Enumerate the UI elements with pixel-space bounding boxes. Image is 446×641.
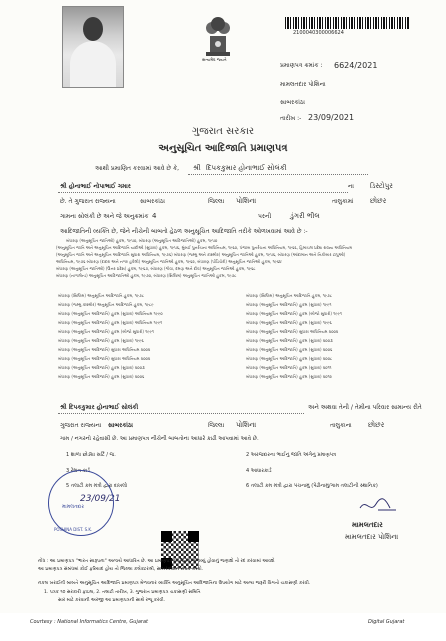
- order-left: બંધારણ (અનુસૂચિત આદિજાતિ) હુકમ (સુધારા) ૧૯૯૬: [58, 338, 144, 343]
- serial-line: ગામના સોલંકી છે અને જે અનુક્રમાંક: [60, 213, 149, 220]
- cert-no: 6624/2021: [334, 61, 378, 70]
- order-right: બંધારણ (અનુસૂચિત આદિજાતિ) હુકમ (સુધારા) ૧૯૯૬: [246, 320, 332, 325]
- note-line: નોંધ : આ પ્રમાણપત્ર "ભારત સ્વરૂપના" અન્વયે આધારિત છે. આ પ્રમાણપત્ર ગેરરીતિથી મેળવ્યું હોવાનું જણાશે તો રદ કરવામાં આવશે: [38, 559, 275, 564]
- applicant-name: દિપકકુમાર હોનાભાઈ સોલંકી: [206, 164, 287, 172]
- stamp-top-text: મામલતદાર: [62, 504, 84, 510]
- fine-print-line: બંધારણ (અનુસૂચિત જાતિઓ) (ઉત્તર પ્રદેશ) હુકમ, ૧૯૬૭, બંધારણ (ગોવા, દમણ અને દીવ) અનુસૂચિત જાતિઓ હુકમ, ૧૯૬૮: [56, 266, 256, 271]
- barcode: [285, 17, 409, 29]
- village-label: ના: [348, 183, 354, 190]
- applicant-prefix: શ્રી: [193, 164, 201, 172]
- district-name: સાબરકાંઠા: [140, 198, 165, 205]
- tribe-label: પરની: [258, 213, 272, 220]
- taluka-label: તાલુકામાં: [332, 198, 354, 205]
- village-name: ડિસ્ટોપુર: [370, 182, 393, 190]
- order-left: બંધારણ (અનુસૂચિત આદિજાતિ) હુકમ (સુધારા) ૨૦૦૬: [58, 374, 145, 379]
- signature-mark: [356, 496, 400, 516]
- certify-intro: આથી પ્રમાણિત કરવામાં આવે છે કે,: [95, 165, 180, 172]
- issue-date: 23/09/2021: [308, 113, 355, 122]
- order-right: બંધારણ (અનુસૂચિત આદિજાતિ) હુકમ (બીજો સુધારો) ૧૯૯૧: [246, 311, 342, 316]
- order-left: બંધારણ (અનુસૂચિત આદિજાતિ) હુકમ (બીજો સુધારો) ૧૯૯૧: [58, 329, 154, 334]
- serial-no: 4: [152, 212, 157, 220]
- state-label: છે. તે ગુજરાત રાજ્યના: [60, 198, 116, 205]
- certificate-title: અનુસૂચિત આદિજાતિ પ્રમાણપત્ર: [158, 143, 288, 154]
- order-right: બંધારણ (અનુસૂચિત આદિજાતિ) હુકમ (સુધારા) ૨૦૧૧: [246, 365, 332, 370]
- order-right: બંધારણ (અનુસૂચિત આદિજાતિ) હુકમ (સુધારા) ૨૦૦૮: [246, 356, 333, 361]
- second-name: શ્રી દિપકકુમાર હોનાભાઈ સોલંકી: [60, 404, 139, 411]
- fine-print-line: બંધારણ (અનુસૂચિત જાતિઓ) હુકમ, ૧૯૫૦, બંધારણ (અનુસૂચિત આદિજાતિઓ) હુકમ, ૧૯૫૦: [66, 238, 218, 243]
- footer-courtesy: Courtesy : National Informatics Centre, Gujarat: [30, 619, 148, 625]
- handwritten-date: 23/09/21: [80, 494, 121, 504]
- district-value: પોશિના: [236, 197, 257, 205]
- signatory-place: મામલતદાર પોશિના: [345, 533, 399, 541]
- issuer-line2: સાબરકાંઠા: [280, 99, 305, 106]
- family-text: અને અથવા તેની / તેમીના પરિવાર સામાન્ય રીતે: [308, 404, 422, 411]
- fine-print-line: અધિનિયમ, ૧૯૭૬ બંધારણ (દાદરા અને નગર હવેલી) અનુસૂચિત જાતિઓ હુકમ, ૧૯૬૨, બંધારણ (પોંડિચેરી) અનુસૂચિત જાતિઓ હુકમ, ૧૯૬૪: [56, 259, 282, 264]
- doc-item: 2 અરજદારના ભાઈનું જાતિ અંગેનું પ્રમાણપત્ર: [246, 452, 337, 458]
- res-district-label: જિલ્લા: [208, 422, 225, 429]
- res-state: ગુજરાત રાજ્યના: [60, 422, 102, 429]
- note-line: 1. પત્રક ૧૦ સરકારી ફાઇલ, 2. તલાટી તારીખ, 3. ગુજરાત પ્રમાણપત્ર ચકાસણી સમિતિ: [44, 590, 201, 595]
- district-label: જિલ્લા: [208, 198, 225, 205]
- res-district-name: સાબરકાંઠા: [108, 422, 133, 429]
- res-taluka-value: છોછર: [368, 421, 385, 429]
- order-right: બંધારણ (અનુસૂચિત આદિજાતિ) સુધારા અધિનિયમ ૨૦૦૨: [246, 329, 339, 334]
- res-taluka-label: તાલુકાના: [330, 422, 352, 429]
- date-label: તારીખ :-: [280, 115, 302, 122]
- order-right: બંધારણ (અનુસૂચિત આદિજાતિ) હુકમ (સુધારા) ૨૦૦૩: [246, 338, 333, 343]
- order-left: બંધારણ (અનુસૂચિત આદિજાતિ) હુકમ (સુધારા) અધિનિયમ ૧૯૯૦: [58, 311, 163, 316]
- tribe-text: આદિજાતિની વ્યક્તિ છે, જેને નીચેની બાબતો હેઠળ અનુસૂચિત આદિજાતિ તરીકે ઓળખવામાં આવે છે :-: [60, 228, 308, 235]
- order-right: બંધારણ (સિક્કિમ) અનુસૂચિત આદિજાતિ હુકમ, ૧૯૭૮: [246, 293, 333, 298]
- order-right: બંધારણ (અનુસૂચિત આદિજાતિ) હુકમ (સુધારા) ૧૯૯૧: [246, 302, 332, 307]
- note-line: આ પ્રમાણપત્ર સંબંધમાં કોઈ ફરિયાદ હોય તો જિલ્લા કલેક્ટરશ્રી, સાબરકાંઠાને સંપર્ક કરવો.: [38, 567, 204, 572]
- father-name: શ્રી હોનાભાઈ નોપાભાઈ ગમાર: [60, 183, 131, 190]
- order-right: બંધારણ (અનુસૂચિત આદિજાતિ) હુકમ (સુધારા) ૨૦૧૨: [246, 374, 332, 379]
- stamp-middle-text: POSHINA DIST. S.K.: [54, 527, 93, 532]
- order-left: બંધારણ (સિક્કિમ) અનુસૂચિત આદિજાતિ હુકમ, ૧૯૭૮: [58, 293, 145, 298]
- doc-item: 4 આધારકાર્ડ: [246, 468, 272, 474]
- doc-item: 3 રેશન કાર્ડ: [66, 468, 91, 474]
- cert-no-label: પ્રમાણપત્ર ક્રમાંક :: [280, 62, 323, 69]
- doc-item: 6 તલાટી કમ મંત્રી દ્વારા પંચનામું (પેઢીનામું/ગામ તલાટીની સ્થાનિક): [246, 483, 378, 489]
- order-right: બંધારણ (અનુસૂચિત આદિજાતિ) હુકમ (સુધારા) ૨૦૦૬: [246, 347, 333, 352]
- footer: [0, 613, 446, 641]
- fine-print-line: (અનુસૂચિત જાતિ અને અનુસૂચિત આદિજાતિ સુધારા અધિનિયમ, ૧૯૭૬) બંધારણ (જમ્મુ અને કાશ્મીર) અનુસૂચિત જાતિઓ હુકમ, ૧૯૫૬, બંધારણ (આંદામાન અને નિકોબાર ટાપુઓ): [56, 252, 346, 257]
- taluka-value: છોછર: [370, 197, 387, 205]
- footer-digital-gujarat: Digital Gujarat: [368, 619, 405, 625]
- doc-item: 1 શાળા છોડ્યા સર્ટિ / જ.: [66, 452, 116, 458]
- fine-print-line: (અનુસૂચિત જાતિ અને અનુસૂચિત આદિજાતિ યાદીઓ (સુધારા) હુકમ, ૧૯૫૬, મુંબઈ પુનર્રચના અધિનિયમ, ૧૯૬૦, પંજાબ પુનર્રચના અધિનિયમ, ૧૯૬૬, હિમાચલ પ્રદેશ રાજ્ય અધિનિયમ: [56, 245, 353, 250]
- docs-intro: ગામ / નગરનો રહેવાસી છે. આ પ્રમાણપત્ર નીચેની બાબતોના આધારે કાઢી આપવામાં આવે છે.: [60, 436, 259, 442]
- applicant-photo: [62, 6, 124, 88]
- order-left: બંધારણ (અનુસૂચિત આદિજાતિ) સુધારા અધિનિયમ ૨૦૦૨: [58, 347, 151, 352]
- order-left: બંધારણ (અનુસૂચિત આદિજાતિ) હુકમ (સુધારા) અધિનિયમ ૧૯૯૧: [58, 320, 163, 325]
- res-district-value: પોશિના: [236, 421, 257, 429]
- signatory-title: મામલતદાર: [352, 521, 383, 529]
- emblem-caption: સત્યમેવ જયતે: [202, 57, 227, 62]
- note-line: સાર માટે કરવાની અરજી આ પ્રમાણપત્રની સાથે રજૂ કરવી.: [58, 598, 166, 603]
- fine-print-line: બંધારણ (નાગાલેન્ડ) અનુસૂચિત આદિજાતિઓ હુકમ, ૧૯૭૦, બંધારણ (સિક્કિમ) અનુસૂચિત જાતિઓ હુકમ, ૧૯૭૮: [56, 273, 237, 278]
- order-left: બંધારણ (અનુસૂચિત આદિજાતિ) સુધારા અધિનિયમ ૨૦૦૨: [58, 356, 151, 361]
- doc-item: 5 તલાટી કમ મંત્રી દ્વારા દાખલો: [66, 483, 128, 489]
- tribe-value: ડુંગરી ભીલ: [290, 212, 320, 220]
- barcode-number: 2100040300006624: [293, 30, 344, 36]
- order-left: બંધારણ (અનુસૂચિત આદિજાતિ) હુકમ (સુધારા) ૨૦૦૩: [58, 365, 145, 370]
- order-left: બંધારણ (જમ્મુ કાશ્મીર) અનુસૂચિત આદિજાતિ હુકમ, ૧૯૮૯: [58, 302, 154, 307]
- note-line: નકલ ખરાઈની બાબતે અનુસૂચિત આદિજાતિ પ્રમાણપત્ર મેળવનાર વ્યક્તિ અનુસૂચિત આદિજાતિના ઉપયોગ માટે અન્ય જરૂરી વિગતો ચકાસણી કરવી.: [38, 581, 311, 586]
- government-title: ગુજરાત સરકાર: [191, 126, 255, 137]
- issuer-line1: મામલતદાર પોશિના: [280, 81, 326, 88]
